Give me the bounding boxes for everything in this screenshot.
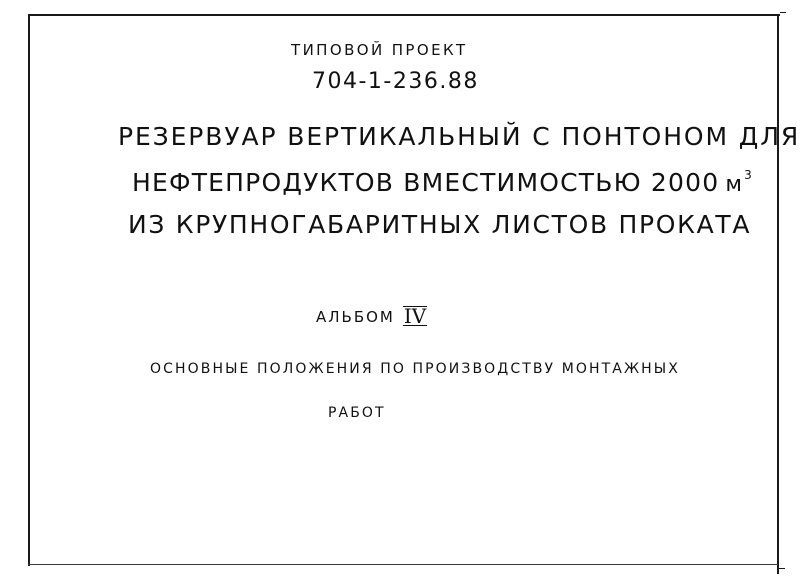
volume-unit-power: 3: [744, 168, 753, 182]
frame-corner-mark: [780, 12, 786, 13]
title-line-3: ИЗ КРУПНОГАБАРИТНЫХ ЛИСТОВ ПРОКАТА: [128, 210, 752, 239]
title-line-2-text: НЕФТЕПРОДУКТОВ ВМЕСТИМОСТЬЮ 2000: [132, 168, 720, 197]
frame-right-border: [777, 14, 779, 574]
album-heading: [316, 306, 427, 326]
description-line-1: ОСНОВНЫЕ ПОЛОЖЕНИЯ ПО ПРОИЗВОДСТВУ МОНТАЖНЫХ: [150, 361, 680, 377]
frame-corner-mark: [779, 568, 785, 569]
description-line-2: РАБОТ: [328, 405, 386, 421]
project-number: 704-1-236.88: [312, 69, 479, 94]
volume-unit: м: [725, 172, 744, 197]
frame-top-border: [28, 14, 780, 16]
album-number: IV: [403, 304, 427, 328]
frame-left-border: [28, 14, 30, 566]
title-line-1: РЕЗЕРВУАР ВЕРТИКАЛЬНЫЙ С ПОНТОНОМ ДЛЯ: [118, 122, 800, 151]
frame-bottom-border: [28, 564, 778, 565]
title-line-2: [132, 168, 753, 197]
album-label: АЛЬБОМ: [316, 308, 395, 326]
project-type-label: ТИПОВОЙ ПРОЕКТ: [291, 41, 468, 59]
